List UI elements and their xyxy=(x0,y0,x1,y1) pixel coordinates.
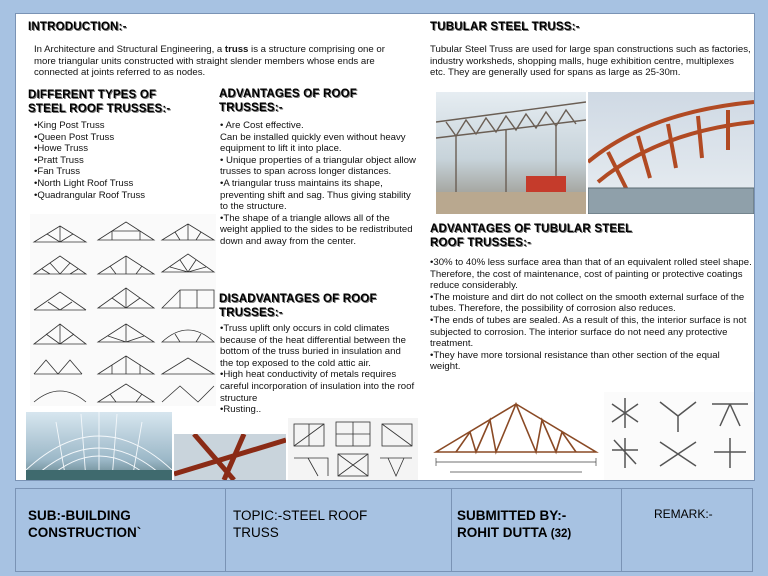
poster-sheet xyxy=(15,13,755,481)
list-item: •Pratt Truss xyxy=(34,154,84,166)
disadvantages-heading-line2: TRUSSES:- xyxy=(219,307,283,319)
list-item: • Unique properties of a triangular object allow trusses to span across longer distances. xyxy=(220,154,416,178)
tubular-walkway-photo xyxy=(588,92,754,214)
footer-submitted-cell xyxy=(451,489,622,571)
advantages-list xyxy=(220,120,416,248)
tube-joints-figure xyxy=(604,392,754,480)
walkway-drawing xyxy=(588,92,754,214)
dome-truss-drawing xyxy=(26,412,172,480)
disadvantages-list xyxy=(220,323,416,416)
list-item: •Truss uplift only occurs in cold climates because of the heat differential between the bottom of the truss buried in insulation and the top exposed to the cold attic air. xyxy=(220,323,406,369)
advantages-heading-line1: ADVANTAGES OF ROOF xyxy=(219,88,357,100)
roof-truss-diagram xyxy=(430,392,602,480)
red-truss-drawing xyxy=(174,434,286,480)
tubular-advantages-list xyxy=(430,257,752,373)
introduction-text xyxy=(34,44,404,79)
submitted-line2 xyxy=(457,524,571,543)
dome-photo xyxy=(26,412,172,480)
advantages-heading xyxy=(219,87,357,115)
remark-label: REMARK:- xyxy=(654,507,713,521)
list-item: •A triangular truss maintains its shape, preventing shift and sag. Thus giving stability to the structure. xyxy=(220,177,411,213)
types-heading xyxy=(28,88,170,116)
disadvantages-heading xyxy=(219,292,379,320)
list-item: •King Post Truss xyxy=(34,120,105,131)
list-item: •The shape of a triangle allows all of the weight applied to the sides to be redistributed down and away from the center. xyxy=(220,212,413,247)
truss-types-illustration xyxy=(30,214,216,406)
list-item: • Are Cost effective. xyxy=(220,120,304,131)
submitted-label xyxy=(457,507,571,543)
list-item: Can be installed quickly even without heavy equipment to lift it into place. xyxy=(220,131,406,155)
list-item: •High heat conductivity of metals requires careful incorporation of insulation into the roof structure xyxy=(220,369,415,404)
joint-details-drawing xyxy=(288,418,418,480)
footer-subject-cell xyxy=(16,489,226,571)
roof-truss-drawing xyxy=(430,392,602,480)
topic-label xyxy=(233,507,367,541)
truss-types-list xyxy=(34,120,214,201)
subject-label xyxy=(28,507,141,541)
submitter-roll: (32) xyxy=(550,528,572,540)
subject-line1: SUB:-BUILDING xyxy=(28,508,131,523)
tubular-heading: TUBULAR STEEL TRUSS:- xyxy=(430,21,580,33)
tubular-text: Tubular Steel Truss are used for large span constructions such as factories, industry worksheds, shopping malls, huge exhibition centre, multiplexes etc. They are generally used for spans as large as 25-30m. xyxy=(430,44,751,79)
footer-bar xyxy=(15,488,753,572)
footer-topic-cell xyxy=(225,489,452,571)
tubular-advantages-heading-line1: ADVANTAGES OF TUBULAR STEEL xyxy=(430,223,633,235)
list-item: •They have more torsional resistance than other section of the equal weight. xyxy=(430,349,720,373)
list-item: •The ends of tubes are sealed. As a result of this, the interior surface is not subjected to corrosion. The interior surface do not need any protective treatment. xyxy=(430,314,747,350)
topic-line2: TRUSS xyxy=(233,525,279,540)
list-item: •Howe Truss xyxy=(34,143,89,155)
intro-text-before: In Architecture and Structural Engineering, a xyxy=(34,44,225,55)
list-item: •Fan Truss xyxy=(34,166,81,178)
topic-line1: TOPIC:-STEEL ROOF xyxy=(233,508,368,523)
introduction-heading: INTRODUCTION:- xyxy=(28,21,127,33)
workshed-drawing xyxy=(436,92,586,214)
list-item: •Rusting.. xyxy=(220,404,262,416)
advantages-heading-line2: TRUSSES:- xyxy=(219,102,283,114)
truss-joint-details xyxy=(288,418,418,480)
list-item: •Queen Post Truss xyxy=(34,131,115,143)
subject-line2: CONSTRUCTION` xyxy=(28,525,142,540)
tubular-workshed-photo xyxy=(436,92,586,214)
list-item: •The moisture and dirt do not collect on the smooth external surface of the tubes. Therefore, the possibility of corrosion also reduces. xyxy=(430,291,745,315)
submitted-line1: SUBMITTED BY:- xyxy=(457,508,567,523)
intro-text-bold: truss xyxy=(224,44,249,55)
intro-text-after: is a structure comprising one or more triangular units constructed with straight slender members whose ends are connected at joints referred to as nodes. xyxy=(34,44,385,79)
types-heading-line2: STEEL ROOF TRUSSES:- xyxy=(28,103,171,115)
list-item: •30% to 40% less surface area than that of an equivalent rolled steel shape. Therefore, the cost of maintenance, cost of painting or protective coatings reduce considerably. xyxy=(430,257,752,292)
disadvantages-heading-line1: DISADVANTAGES OF ROOF xyxy=(219,293,377,305)
tube-joints-drawing xyxy=(604,392,754,480)
submitter-name: ROHIT DUTTA xyxy=(457,525,547,540)
tubular-advantages-heading xyxy=(430,222,632,250)
tubular-advantages-heading-line2: ROOF TRUSSES:- xyxy=(430,237,532,249)
truss-types-drawing xyxy=(30,214,216,406)
list-item: •North Light Roof Truss xyxy=(34,177,134,189)
red-truss-photo xyxy=(174,434,286,480)
list-item: •Quadrangular Roof Truss xyxy=(34,189,146,201)
types-heading-line1: DIFFERENT TYPES OF xyxy=(28,89,157,101)
